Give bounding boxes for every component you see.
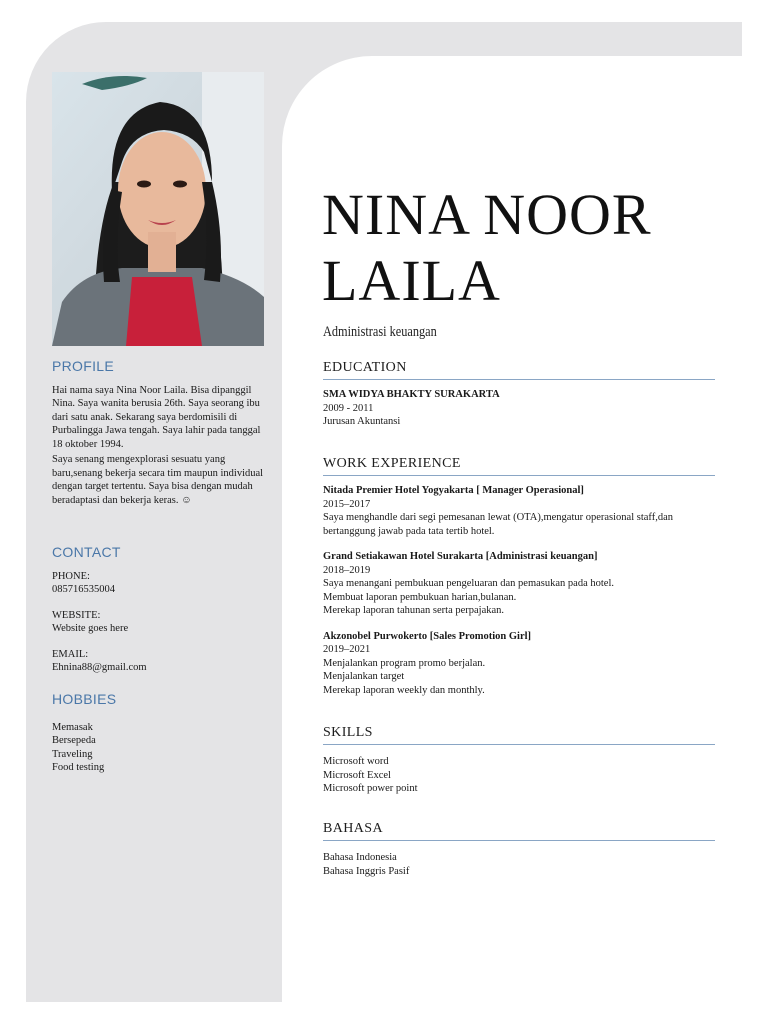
- job-description: Merekap laporan weekly dan monthly.: [323, 684, 485, 696]
- hobby-item: Food testing: [52, 762, 105, 773]
- bahasa-heading: BAHASA: [323, 821, 715, 841]
- hobby-item: Memasak: [52, 721, 93, 733]
- education-heading: EDUCATION: [323, 360, 715, 380]
- education-major: Jurusan Akuntansi: [323, 416, 401, 427]
- profile-heading: PROFILE: [52, 358, 115, 374]
- email-label: EMAIL:: [52, 648, 89, 660]
- website-block: [52, 609, 267, 636]
- contact-heading: CONTACT: [52, 544, 121, 560]
- contact-section: [52, 546, 267, 687]
- website-value[interactable]: Website goes here: [52, 623, 129, 634]
- profile-photo: [52, 72, 264, 346]
- email-value[interactable]: Ehnina88@gmail.com: [52, 662, 147, 673]
- hobby-item: Bersepeda: [52, 735, 96, 746]
- phone-block: [52, 570, 267, 597]
- work-experience-section: [323, 456, 715, 709]
- language-item: Bahasa Inggris Pasif: [323, 865, 410, 877]
- skill-item: Microsoft Excel: [323, 769, 391, 781]
- job-description: Saya menghandle dari segi pemesanan lewat (OTA),mengatur operasional staff,dan bertanggung jawab pada tata tertib hotel.: [323, 512, 674, 537]
- skills-section: [323, 725, 715, 796]
- job-entry: [323, 550, 715, 618]
- person-name: [322, 182, 742, 314]
- hobbies-heading: HOBBIES: [52, 691, 117, 707]
- website-label: WEBSITE:: [52, 609, 101, 621]
- job-description: Menjalankan target: [323, 671, 405, 682]
- job-title: Grand Setiakawan Hotel Surakarta [Administrasi keuangan]: [323, 551, 598, 562]
- profile-paragraph-2: Saya senang mengexplorasi sesuatu yang baru,senang bekerja secara tim maupun individual dengan target tertentu. Saya bisa dengan mudah beradaptasi dan bekerja keras. ☺: [52, 454, 264, 506]
- job-entry: [323, 630, 715, 698]
- job-years: 2018–2019: [323, 564, 371, 576]
- profile-paragraph-1: Hai nama saya Nina Noor Laila. Bisa dipanggil Nina. Saya wanita berusia 26th. Saya seorang ibu dari satu anak. Sekarang saya berdomisili di Purbalingga Jawa tengah. Saya lahir pada tanggal 18 oktober 1994.: [52, 384, 261, 450]
- email-block: [52, 648, 267, 675]
- job-title: Akzonobel Purwokerto [Sales Promotion Girl]: [323, 630, 532, 642]
- education-years: 2009 - 2011: [323, 402, 374, 414]
- language-item: Bahasa Indonesia: [323, 852, 397, 863]
- phone-value: 085716535004: [52, 584, 115, 595]
- hobbies-section: [52, 693, 267, 775]
- education-section: [323, 360, 715, 441]
- skill-item: Microsoft power point: [323, 783, 418, 794]
- phone-label: PHONE:: [52, 570, 90, 582]
- work-heading: WORK EXPERIENCE: [323, 456, 715, 476]
- skill-item: Microsoft word: [323, 756, 389, 767]
- job-entry: [323, 484, 715, 538]
- name-line-2: LAILA: [322, 248, 501, 313]
- name-line-1: NINA NOOR: [322, 182, 652, 247]
- job-subtitle: Administrasi keuangan: [323, 324, 437, 340]
- skills-heading: SKILLS: [323, 725, 715, 745]
- hobby-item: Traveling: [52, 748, 93, 760]
- job-description: Merekap laporan tahunan serta perpajakan.: [323, 605, 505, 616]
- job-description: Menjalankan program promo berjalan.: [323, 657, 486, 669]
- job-title: Nitada Premier Hotel Yogyakarta [ Manager Operasional]: [323, 485, 584, 496]
- bahasa-section: [323, 821, 715, 878]
- school-name: SMA WIDYA BHAKTY SURAKARTA: [323, 389, 500, 400]
- profile-section: [52, 360, 267, 507]
- job-years: 2019–2021: [323, 644, 371, 655]
- job-description: Membuat laporan pembukuan harian,bulanan.: [323, 591, 517, 603]
- job-years: 2015–2017: [323, 498, 371, 510]
- job-description: Saya menangani pembukuan pengeluaran dan pemasukan pada hotel.: [323, 578, 614, 589]
